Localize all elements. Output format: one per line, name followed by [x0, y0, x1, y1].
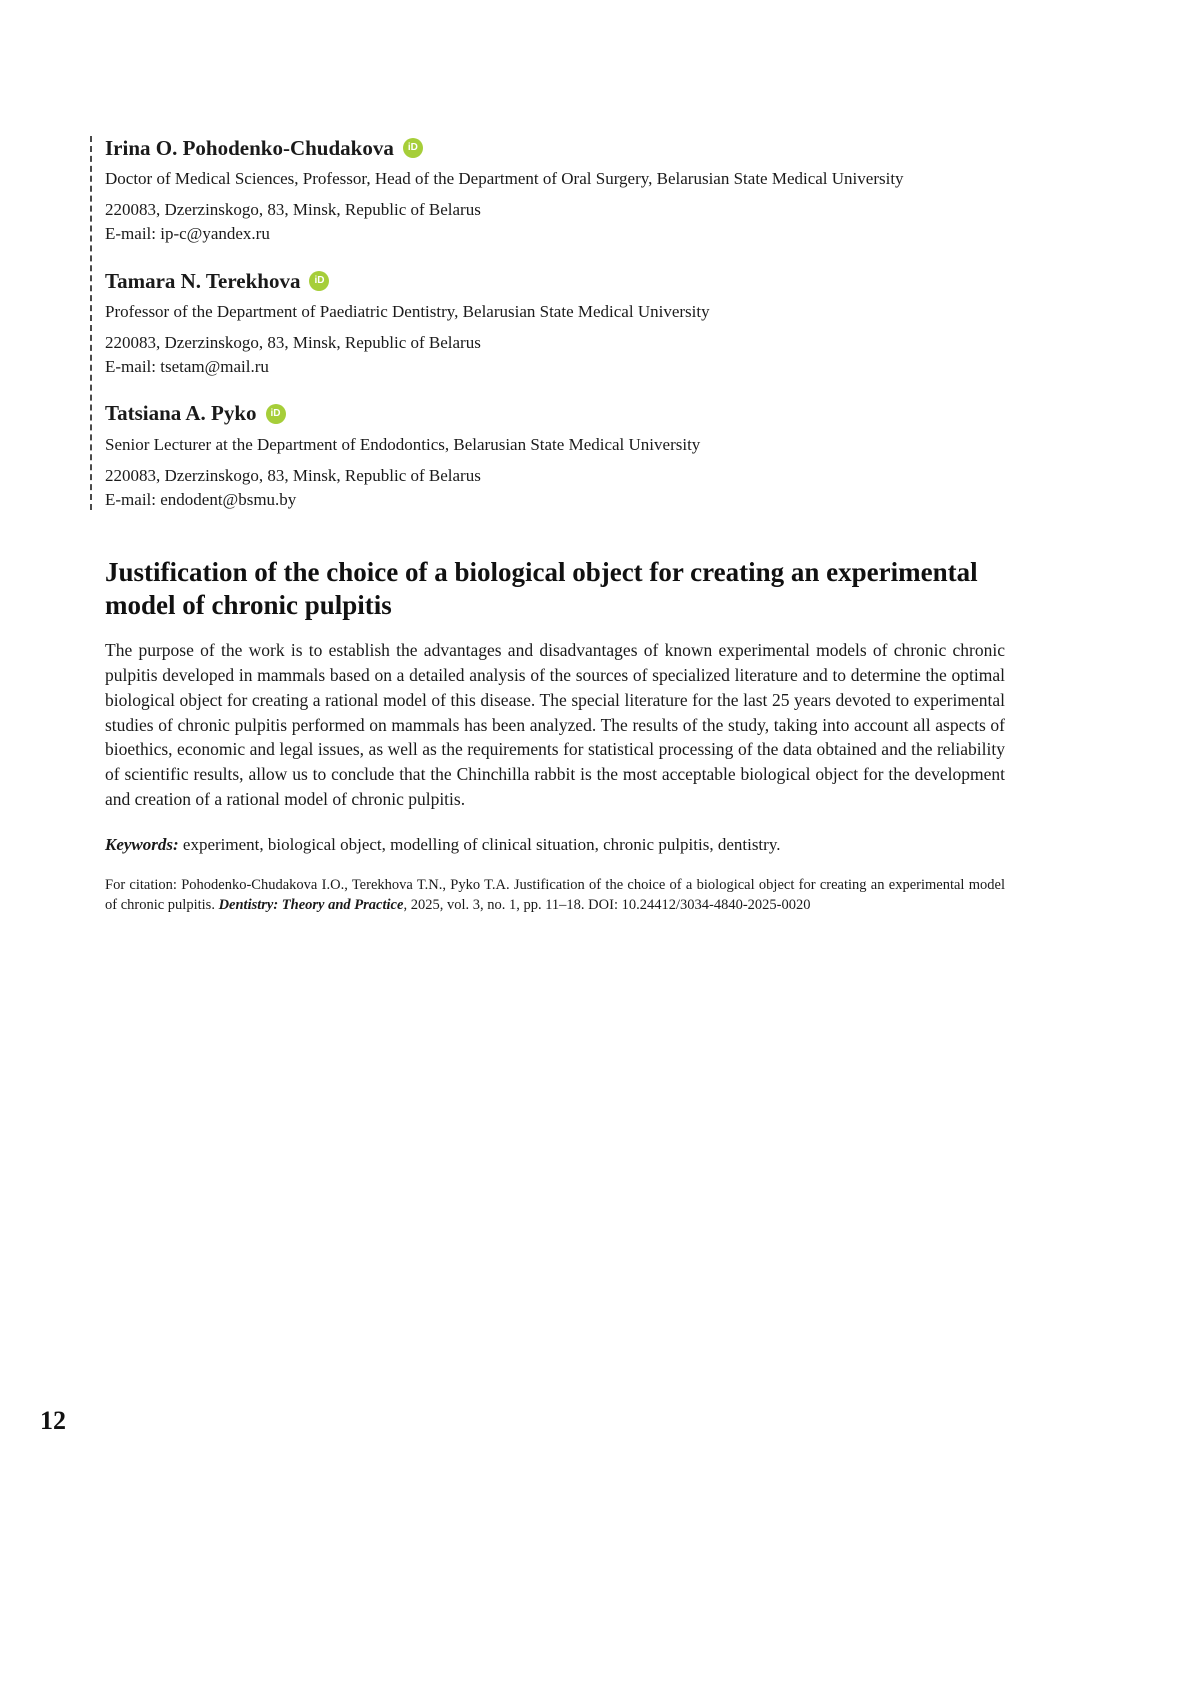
author-name-row [105, 269, 1005, 293]
author-name: Irina O. Pohodenko-Chudakova [105, 136, 394, 160]
orcid-icon[interactable]: iD [403, 138, 423, 158]
author-address: 220083, Dzerzinskogo, 83, Minsk, Republic of Belarus [105, 465, 481, 485]
author-name: Tatsiana A. Pyko [105, 401, 257, 426]
author-block [105, 269, 1005, 378]
citation-prefix: For citation: Pohodenko-Chudakova I.O., Terekhova T.N., Pyko T.A. Justification of the choice of a biological object for creating an experimental model of chronic pulpitis. [105, 876, 1005, 914]
orcid-icon[interactable]: iD [266, 404, 286, 424]
author-name-row [105, 136, 1005, 160]
keywords-text: experiment, biological object, modelling of clinical situation, chronic pulpitis, dentistry. [178, 834, 781, 854]
authors-section [90, 136, 1005, 510]
author-email: E-mail: ip-c@yandex.ru [105, 224, 270, 244]
citation-suffix: , 2025, vol. 3, no. 1, pp. 11–18. DOI: 10.24412/3034-4840-2025-0020 [403, 897, 811, 914]
citation-line [105, 875, 1005, 916]
keywords-line [105, 834, 1005, 857]
orcid-icon[interactable]: iD [309, 271, 329, 291]
citation-journal: Dentistry: Theory and Practice [218, 897, 404, 914]
author-role: Doctor of Medical Sciences, Professor, Head of the Department of Oral Surgery, Belarusian State Medical University [105, 169, 904, 189]
keywords-label: Keywords: [105, 834, 179, 854]
author-block [105, 136, 1005, 245]
author-address: 220083, Dzerzinskogo, 83, Minsk, Republic of Belarus [105, 200, 481, 220]
author-email: E-mail: endodent@bsmu.by [105, 489, 297, 509]
author-name-row [105, 401, 1005, 425]
author-email: E-mail: tsetam@mail.ru [105, 357, 269, 377]
author-block [105, 401, 1005, 510]
author-role: Professor of the Department of Paediatric Dentistry, Belarusian State Medical University [105, 301, 710, 321]
author-name: Tamara N. Terekhova [105, 268, 301, 293]
author-role: Senior Lecturer at the Department of Endodontics, Belarusian State Medical University [105, 434, 701, 454]
abstract-text: The purpose of the work is to establish the advantages and disadvantages of known experimental models of chronic chronic pulpitis developed in mammals based on a detailed analysis of the sources of specialized literature and to determine the optimal biological object for creating a rational model of this disease. The special literature for the last 25 years devoted to experimental studies of chronic pulpitis performed on mammals has been analyzed. The results of the study, taking into account all aspects of bioethics, economic and legal issues, as well as the requirements for statistical processing of the data obtained and the reliability of scientific results, allow us to conclude that the Chinchilla rabbit is the most acceptable biological object for the development and creation of a rational model of chronic pulpitis. [105, 640, 1005, 810]
article-title: Justification of the choice of a biological object for creating an experimental model of chronic pulpitis [105, 557, 978, 621]
author-address: 220083, Dzerzinskogo, 83, Minsk, Republic of Belarus [105, 332, 481, 352]
page-number: 12 [40, 1406, 66, 1435]
